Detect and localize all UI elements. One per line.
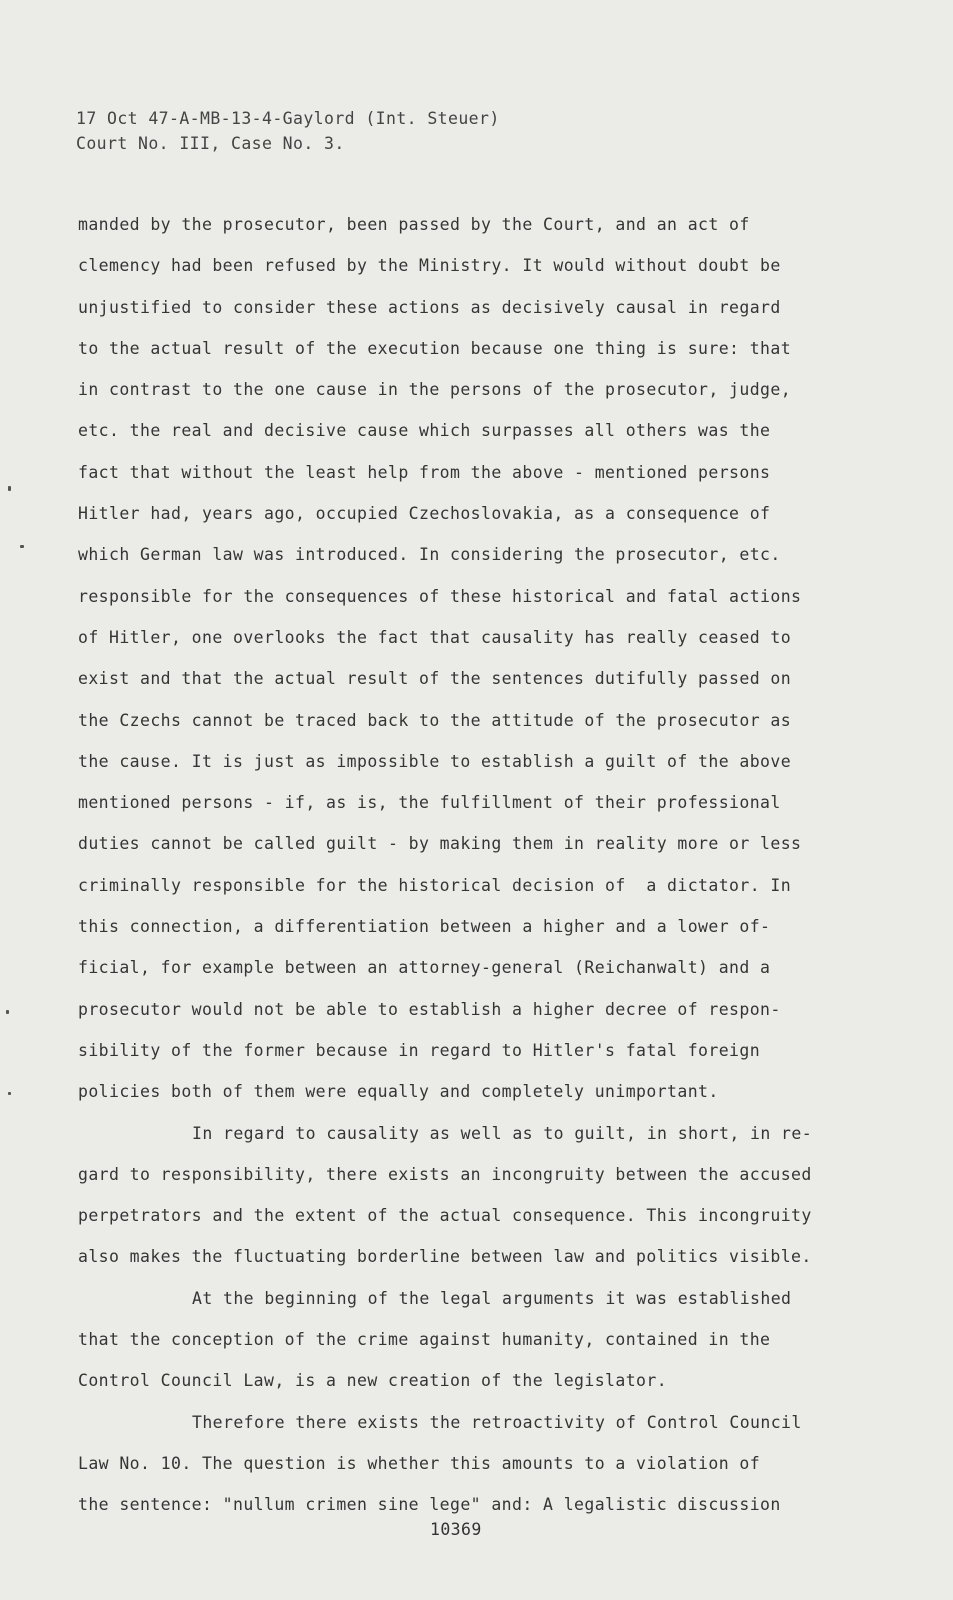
text-line: duties cannot be called guilt - by making them in reality more or less — [78, 834, 802, 854]
text-line: sibility of the former because in regard to Hitler's fatal foreign — [78, 1040, 761, 1060]
text-line: perpetrators and the extent of the actual consequence. This incongruity — [78, 1206, 812, 1226]
scan-speck — [6, 1010, 9, 1014]
page-number: 10369 — [430, 1520, 482, 1539]
text-line: the cause. It is just as impossible to establish a guilt of the above — [78, 751, 792, 771]
text-line: Law No. 10. The question is whether this amounts to a violation of — [78, 1453, 761, 1473]
header-session-line: 17 Oct 47-A-MB-13-4-Gaylord (Int. Steuer) — [76, 109, 500, 128]
text-line: policies both of them were equally and completely unimportant. — [78, 1082, 719, 1102]
text-line: which German law was introduced. In considering the prosecutor, etc. — [78, 545, 781, 565]
scan-speck — [20, 545, 24, 548]
text-line: the Czechs cannot be traced back to the attitude of the prosecutor as — [78, 710, 792, 730]
scan-speck — [8, 1092, 11, 1095]
text-line: Control Council Law, is a new creation of the legislator. — [78, 1371, 668, 1391]
text-line: fact that without the least help from the above - mentioned persons — [78, 462, 771, 482]
text-line: prosecutor would not be able to establish a higher decree of respon- — [78, 999, 781, 1019]
text-line: also makes the fluctuating borderline between law and politics visible. — [78, 1247, 812, 1267]
text-line: gard to responsibility, there exists an incongruity between the accused — [78, 1164, 812, 1184]
text-line: this connection, a differentiation between a higher and a lower of- — [78, 917, 771, 937]
text-line: to the actual result of the execution because one thing is sure: that — [78, 338, 792, 358]
paragraph-start-line: Therefore there exists the retroactivity of Control Council — [192, 1412, 802, 1432]
text-line: Hitler had, years ago, occupied Czechoslovakia, as a consequence of — [78, 504, 771, 524]
header-case-line: Court No. III, Case No. 3. — [76, 134, 345, 153]
text-line: that the conception of the crime against humanity, contained in the — [78, 1330, 771, 1350]
paragraph-start-line: At the beginning of the legal arguments it was established — [192, 1288, 792, 1308]
text-line: etc. the real and decisive cause which surpasses all others was the — [78, 421, 771, 441]
text-line: criminally responsible for the historical decision of a dictator. In — [78, 875, 792, 895]
text-line: responsible for the consequences of these historical and fatal actions — [78, 586, 802, 606]
paragraph-start-line: In regard to causality as well as to guilt, in short, in re- — [192, 1123, 813, 1143]
text-line: mentioned persons - if, as is, the fulfillment of their professional — [78, 793, 781, 813]
transcript-body — [78, 204, 838, 1526]
text-line: the sentence: "nullum crimen sine lege" and: A legalistic discussion — [78, 1495, 781, 1515]
text-line: clemency had been refused by the Ministry. It would without doubt be — [78, 256, 781, 276]
text-line: manded by the prosecutor, been passed by the Court, and an act of — [78, 215, 750, 234]
text-line: in contrast to the one cause in the persons of the prosecutor, judge, — [78, 380, 792, 400]
scan-speck — [8, 486, 11, 491]
document-header — [76, 106, 500, 156]
text-line: exist and that the actual result of the sentences dutifully passed on — [78, 669, 792, 689]
text-line: unjustified to consider these actions as decisively causal in regard — [78, 297, 781, 317]
text-line: ficial, for example between an attorney-general (Reichanwalt) and a — [78, 958, 771, 978]
text-line: of Hitler, one overlooks the fact that causality has really ceased to — [78, 627, 792, 647]
